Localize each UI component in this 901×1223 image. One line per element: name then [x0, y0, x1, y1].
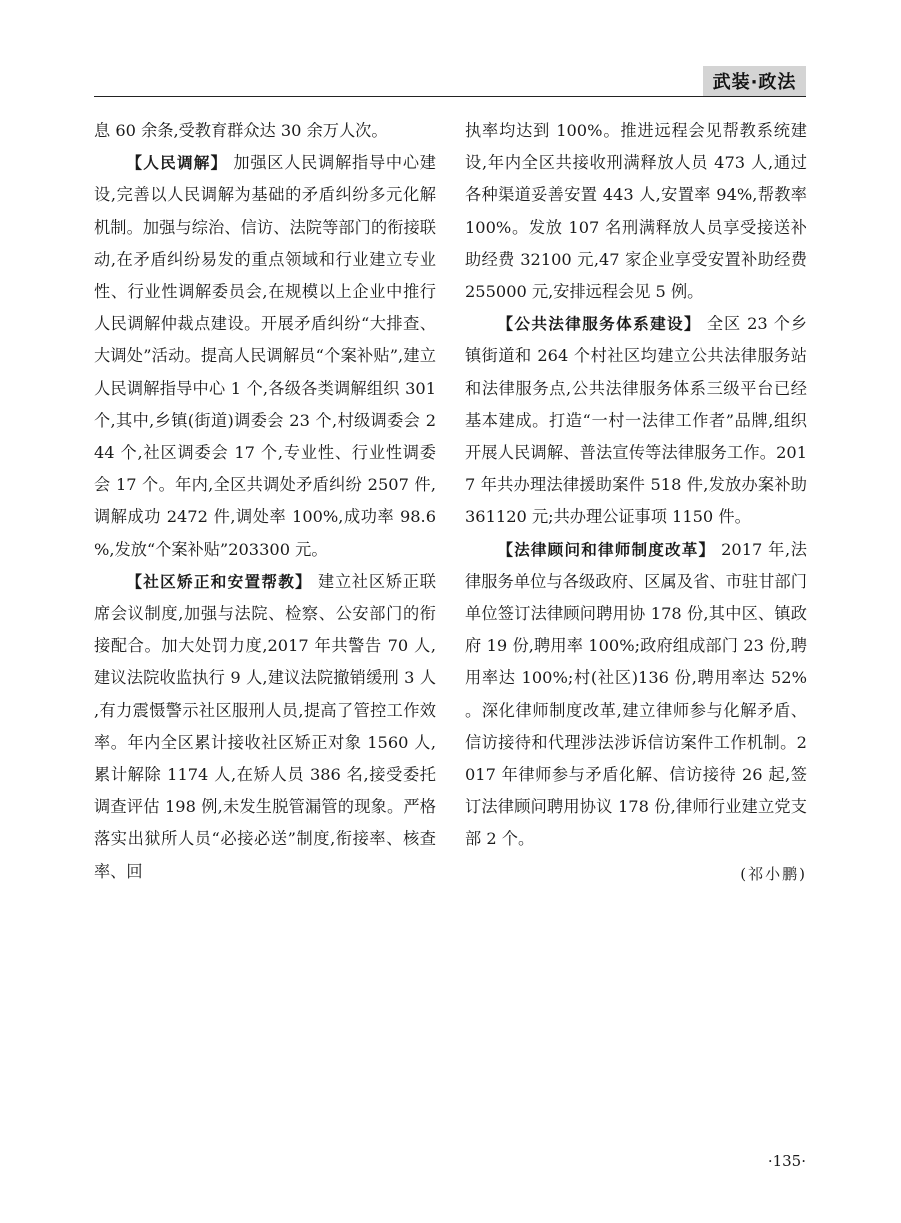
section-heading: 【社区矫正和安置帮教】: [126, 572, 313, 591]
right-column: [465, 115, 807, 856]
section-body: 全区 23 个乡镇街道和 264 个村社区均建立公共法律服务站和法律服务点,公共法律服务体系三级平台已经基本建成。打造“一村一法律工作者”品牌,组织开展人民调解、普法宣传等法律服务工作。2017 年共办理法律援助案件 518 件,发放办案补助 361120 元;共办理公证事项 1150 件。: [465, 314, 807, 527]
section-body: 加强区人民调解指导中心建设,完善以人民调解为基础的矛盾纠纷多元化解机制。加强与综治、信访、法院等部门的衔接联动,在矛盾纠纷易发的重点领域和行业建立专业性、行业性调解委员会,在规模以上企业中推行人民调解仲裁点建设。开展矛盾纠纷“大排查、大调处”活动。提高人民调解员“个案补贴”,建立人民调解指导中心 1 个,各级各类调解组织 301 个,其中,乡镇(街道)调委会 23 个,村级调委会 244 个,社区调委会 17 个,专业性、行业性调委会 17 个。年内,全区共调处矛盾纠纷 2507 件,调解成功 2472 件,调处率 100%,成功率 98.6%,发放“个案补贴”203300 元。: [94, 153, 436, 559]
continuation-paragraph: 息 60 余条,受教育群众达 30 余万人次。: [94, 121, 388, 140]
left-column: [94, 115, 436, 888]
section-heading: 【法律顾问和律师制度改革】: [497, 540, 716, 559]
page-number: ·135·: [767, 1152, 806, 1170]
section-body: 建立社区矫正联席会议制度,加强与法院、检察、公安部门的衔接配合。加大处罚力度,2017 年共警告 70 人,建议法院收监执行 9 人,建议法院撤销缓刑 3 人,有力震慑警示社区服刑人员,提高了管控工作效率。年内全区累计接收社区矫正对象 1560 人,累计解除 1174 人,在矫人员 386 名,接受委托调查评估 198 例,未发生脱管漏管的现象。严格落实出狱所人员“必接必送”制度,衔接率、核查率、回: [94, 571, 436, 881]
paragraph-people-mediation: [94, 147, 436, 566]
section-title: 武装·政法: [712, 72, 797, 93]
continuation-paragraph: 执率均达到 100%。推进远程会见帮教系统建设,年内全区共接收刑满释放人员 473 人,通过各种渠道妥善安置 443 人,安置率 94%,帮教率 100%。发放 107 名刑满释放人员享受接送补助经费 32100 元,47 家企业享受安置补助经费 255000 元,安排远程会见 5 例。: [465, 121, 807, 302]
author-credit: (祁小鹏): [740, 865, 807, 883]
section-heading: 【人民调解】: [126, 154, 228, 173]
paragraph-public-legal-service: [465, 308, 807, 533]
header-rule: [94, 96, 806, 97]
section-heading: 【公共法律服务体系建设】: [497, 315, 701, 334]
paragraph-community-correction: [94, 566, 436, 888]
section-title-tab: [703, 66, 806, 96]
paragraph-legal-advisor-reform: [465, 534, 807, 856]
section-body: 2017 年,法律服务单位与各级政府、区属及省、市驻甘部门单位签订法律顾问聘用协 178 份,其中区、镇政府 19 份,聘用率 100%;政府组成部门 23 份,聘用率达 100%;村(社区)136 份,聘用率达 52%。深化律师制度改革,建立律师参与化解矛盾、信访接待和代理涉法涉诉信访案件工作机制。2017 年律师参与矛盾化解、信访接待 26 起,签订法律顾问聘用协议 178 份,律师行业建立党支部 2 个。: [465, 539, 807, 849]
